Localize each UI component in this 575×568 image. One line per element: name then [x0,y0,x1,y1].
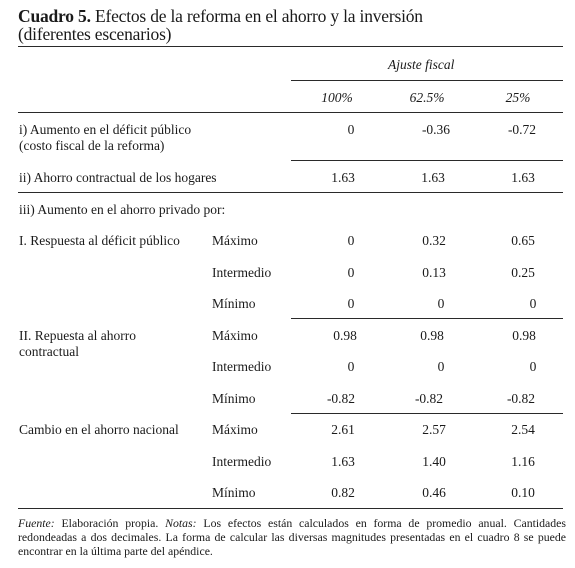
cell: 1.40 [422,454,446,469]
cell: 0 [347,359,355,374]
cell: 0.65 [511,233,535,248]
row-deficit-label-2: (costo fiscal de la reforma) [19,138,165,153]
cell: 0.13 [422,265,446,280]
cell: 0.82 [331,485,355,500]
sub-label: Mínimo [212,485,256,500]
column-group-header: Ajuste fiscal [388,57,455,72]
group-rule [291,80,563,81]
cell: 0 [437,296,445,311]
cell: -0.82 [414,391,444,406]
column-header-25: 25% [505,90,531,105]
cell: 1.16 [511,454,535,469]
table-number: Cuadro 5. [18,6,91,26]
row-private-saving-label: iii) Aumento en el ahorro privado por: [19,202,226,217]
cell: 2.54 [511,422,535,437]
group-deficit-response-label: I. Respuesta al déficit público [19,233,180,248]
group-contractual-response-label: II. Repuesta al ahorro [19,328,136,343]
sub-label: Máximo [212,328,258,343]
row-rule [291,413,563,414]
cell: 2.61 [331,422,355,437]
cell: 0.98 [420,328,444,343]
table-title [18,7,563,43]
row-rule [18,192,563,193]
sub-label: Intermedio [212,359,272,374]
row-rule [291,318,563,319]
bottom-rule [18,508,563,509]
row-deficit-label: i) Aumento en el déficit público [19,122,192,137]
cell: 0.46 [422,485,446,500]
cell: 0 [347,122,355,137]
column-header-100: 100% [321,90,353,105]
sub-label: Máximo [212,233,258,248]
footnote-source-text: Elaboración propia. [61,516,159,530]
footnote-source-label: Fuente: [18,516,55,530]
sub-label: Intermedio [212,265,272,280]
cell: -0.82 [506,391,536,406]
cell: 0.32 [422,233,446,248]
cell: 0.98 [512,328,536,343]
header-rule [18,112,563,113]
footnote-notes-label: Notas: [165,516,197,530]
table-title-text: Efectos de la reforma en el ahorro y la inversión [94,6,423,26]
cell: 0 [437,359,445,374]
cell: 1.63 [331,170,355,185]
column-header-62: 62.5% [409,90,445,105]
footnote-notes-text: Los efectos están calculados en forma de promedio anual. Cantidades redondeadas a dos decimales. La forma de calcular las diversas magnitudes presentadas en el cuadro 8 se puede encontrar en la última parte del apéndice. [18,516,567,559]
table-footnote [18,516,566,559]
cell: 2.57 [422,422,446,437]
sub-label: Mínimo [212,391,256,406]
cell: 0 [347,233,355,248]
sub-label: Intermedio [212,454,272,469]
top-rule [18,46,563,47]
row-rule [291,160,563,161]
cell: 0.98 [333,328,357,343]
table-title-line2: (diferentes escenarios) [18,24,172,44]
sub-label: Mínimo [212,296,256,311]
cell: 0 [529,296,537,311]
group-national-saving-label: Cambio en el ahorro nacional [19,422,179,437]
cell: 1.63 [511,170,535,185]
cell: 0.25 [511,265,535,280]
cell: 0 [529,359,537,374]
cell: -0.36 [421,122,451,137]
cell: 0.10 [511,485,535,500]
cell: 1.63 [331,454,355,469]
group-contractual-response-label-2: contractual [19,344,79,359]
cell: -0.82 [326,391,356,406]
row-contractual-label: ii) Ahorro contractual de los hogares [19,170,217,185]
cell: 0 [347,296,355,311]
cell: -0.72 [507,122,537,137]
sub-label: Máximo [212,422,258,437]
cell: 1.63 [421,170,445,185]
cell: 0 [347,265,355,280]
